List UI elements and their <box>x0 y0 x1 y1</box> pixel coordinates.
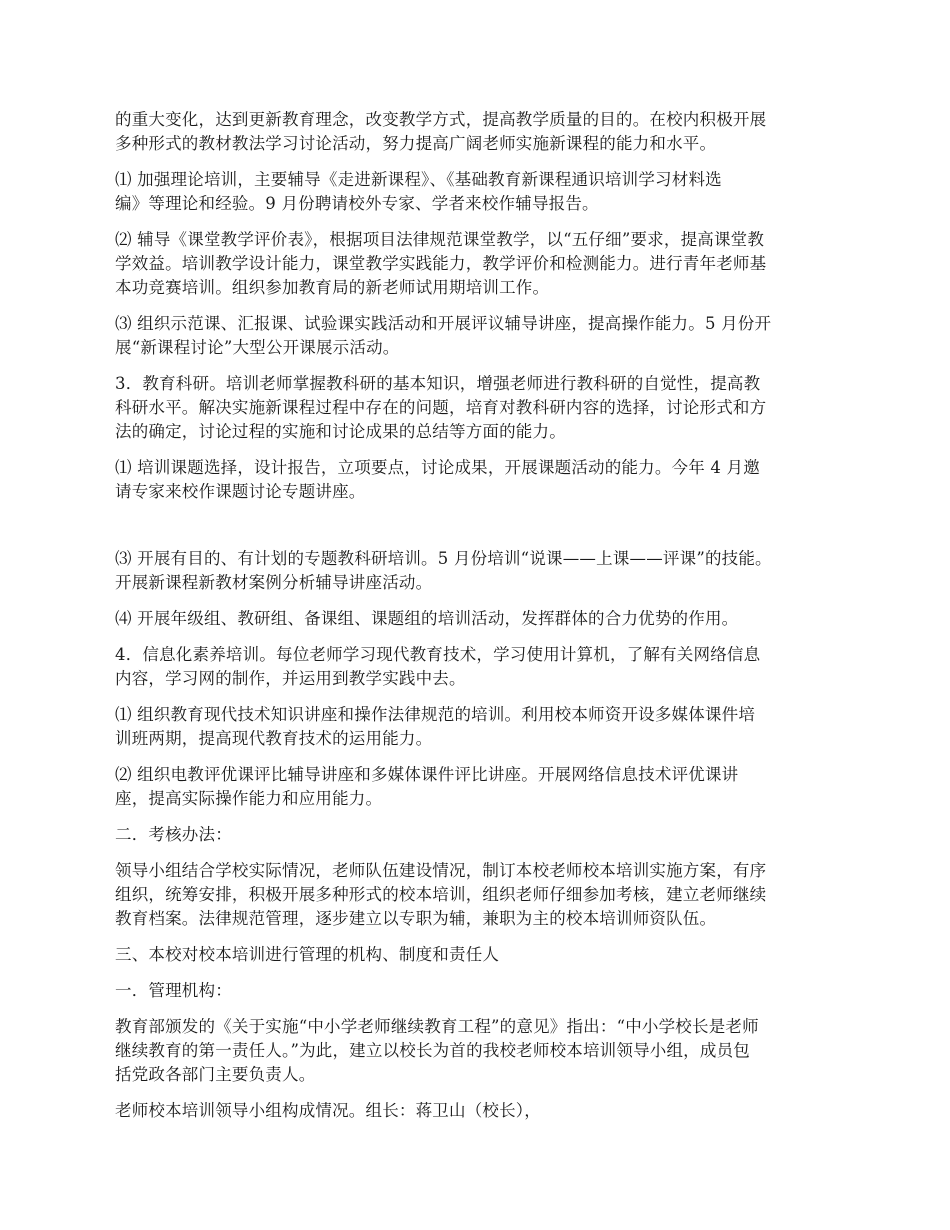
blank-gap <box>115 516 843 547</box>
document-body <box>115 108 843 1135</box>
paragraph-research-item-1: ⑴ 培训课题选择，设计报告，立项要点，讨论成果，开展课题活动的能力。今年 4 月邀 请专家来校作课题讨论专题讲座。 <box>115 458 760 501</box>
paragraph-research-item-4: ⑷ 开展年级组、教研组、备课组、课题组的培训活动，发挥群体的合力优势的作用。 <box>115 609 739 628</box>
paragraph-item-2-classroom-evaluation: ⑵ 辅导《课堂教学评价表》，根据项目法律规范课堂教学，以“五仔细”要求，提高课堂教 学效益。培训教学设计能力，课堂教学实践能力，教学评价和检测能力。进行青年老师基 本功竞赛培训。组织参加教育局的新老师试用期培训工作。 <box>115 230 767 297</box>
paragraph-item-1-theory-training: ⑴ 加强理论培训，主要辅导《走进新课程》、《基础教育新课程通识培训学习材料选 编》等理论和经验。9 月份聘请校外专家、学者来校作辅导报告。 <box>115 170 722 213</box>
heading-management-institution: 三、本校对校本培训进行管理的机构、制度和责任人 <box>115 945 500 964</box>
paragraph-section-3-research: 3．教育科研。培训老师掌握教科研的基本知识，增强老师进行教科研的自觉性，提高教 科研水平。解决实施新课程过程中存在的问题，培育对教科研内容的选择，讨论形式和方 法的确定，讨论过程的实施和讨论成果的总结等方面的能力。 <box>115 374 767 441</box>
heading-assessment-method: 二．考核办法： <box>115 825 232 844</box>
paragraph-research-item-3: ⑶ 开展有目的、有计划的专题教科研培训。5 月份培训“说课——上课——评课”的技能。 开展新课程新教材案例分析辅导讲座活动。 <box>115 549 772 592</box>
paragraph-section-4-information-literacy: 4．信息化素养培训。每位老师学习现代教育技术，学习使用计算机，了解有关网络信息 内容，学习网的制作，并运用到教学实践中去。 <box>115 645 761 688</box>
paragraph-intro-continuation: 的重大变化，达到更新教育理念，改变教学方式，提高教学质量的目的。在校内积极开展 多种形式的教材教法学习讨论活动，努力提高广阔老师实施新课程的能力和水平。 <box>115 110 767 153</box>
paragraph-info-item-2: ⑵ 组织电教评优课评比辅导讲座和多媒体课件评比讲座。开展网络信息技术评优课讲 座，提高实际操作能力和应用能力。 <box>115 765 739 808</box>
paragraph-ministry-opinion: 教育部颁发的《关于实施“中小学老师继续教育工程”的意见》指出：“中小学校长是老师 继续教育的第一责任人。”为此，建立以校长为首的我校老师校本培训领导小组，成员包 括党政各部门主要负责人。 <box>115 1017 759 1084</box>
heading-management-body: 一．管理机构： <box>115 981 232 1000</box>
paragraph-info-item-1: ⑴ 组织教育现代技术知识讲座和操作法律规范的培训。利用校本师资开设多媒体课件培 训班两期，提高现代教育技术的运用能力。 <box>115 705 756 748</box>
paragraph-leadership-group: 老师校本培训领导小组构成情况。组长：蒋卫山（校长）， <box>115 1101 541 1120</box>
paragraph-item-3-demonstration-lessons: ⑶ 组织示范课、汇报课、试验课实践活动和开展评议辅导讲座，提高操作能力。5 月份开 展“新课程讨论”大型公开课展示活动。 <box>115 314 772 357</box>
paragraph-assessment-details: 领导小组结合学校实际情况，老师队伍建设情况，制订本校老师校本培训实施方案，有序 组织，统筹安排，积极开展多种形式的校本培训，组织老师仔细参加考核，建立老师继续 教育档案。法律规范管理，逐步建立以专职为辅，兼职为主的校本培训师资队伍。 <box>115 861 767 928</box>
